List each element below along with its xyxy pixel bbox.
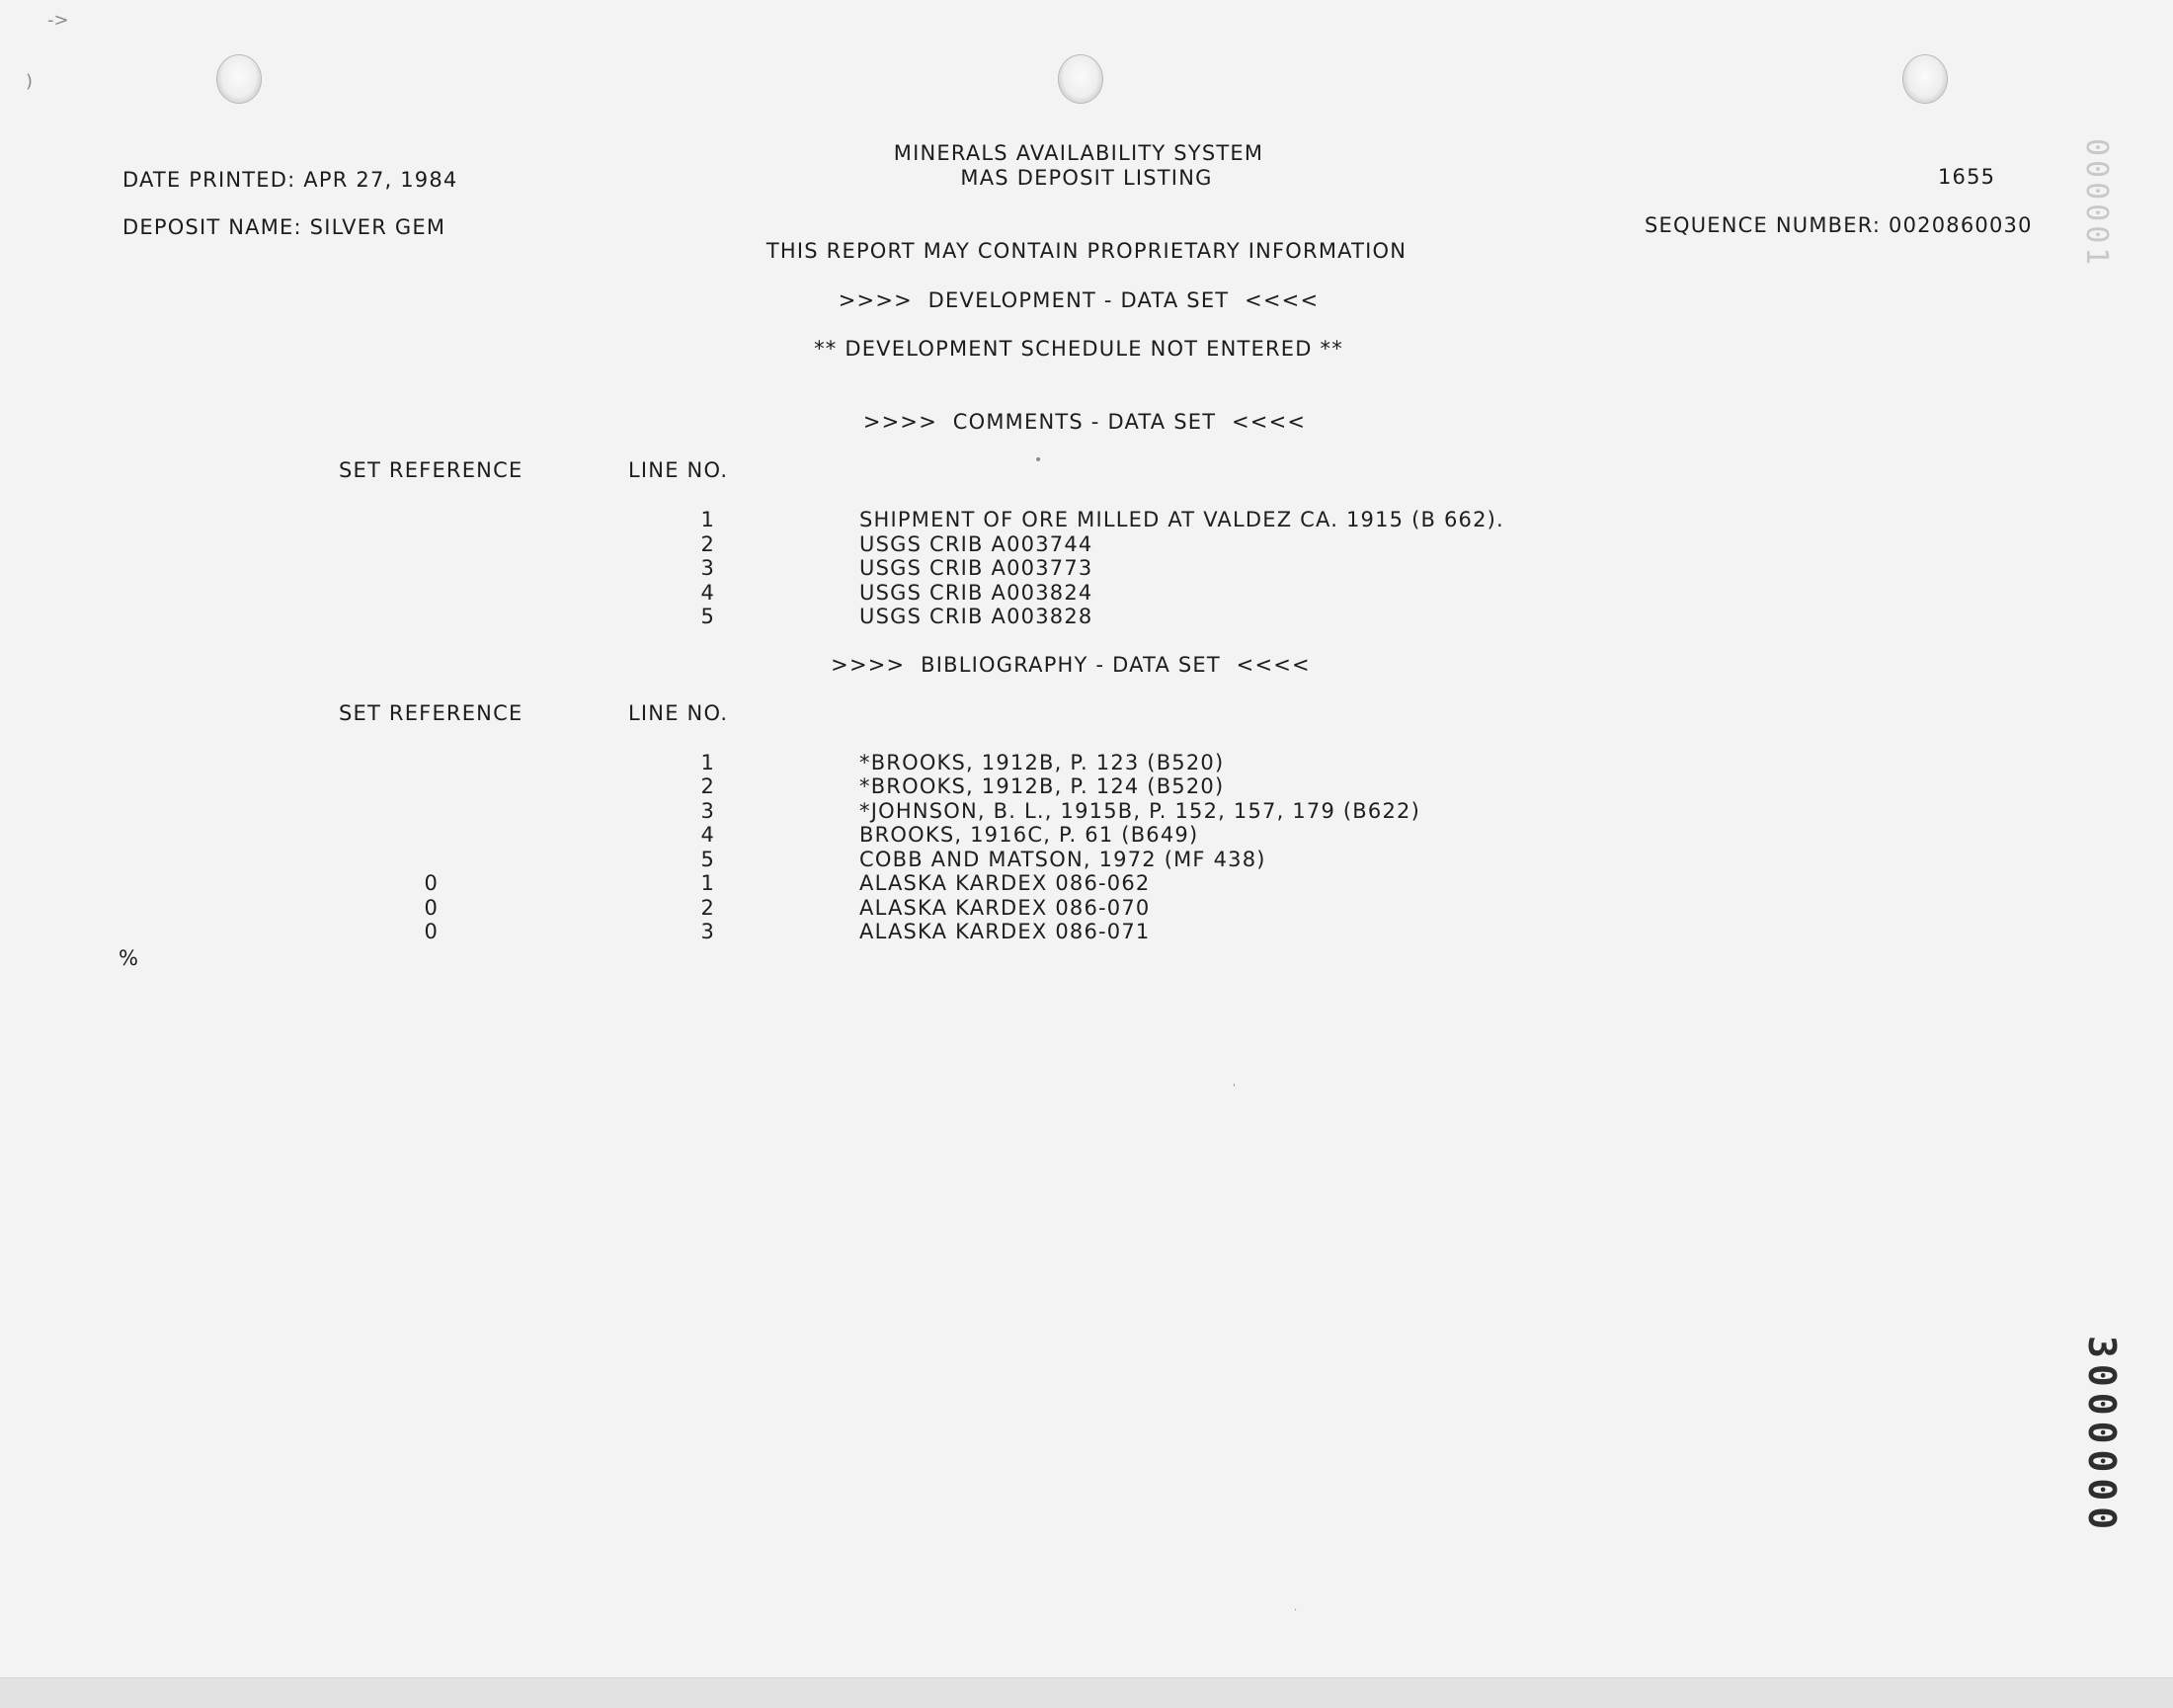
system-title: MINERALS AVAILABILITY SYSTEM: [893, 141, 1264, 165]
bibliography-col-line-no: LINE NO.: [628, 701, 729, 725]
bibliography-heading: >>>> BIBLIOGRAPHY - DATA SET <<<<: [831, 653, 1311, 677]
comments-heading: >>>> COMMENTS - DATA SET <<<<: [862, 410, 1307, 434]
punch-hole-left: [217, 55, 261, 103]
pen-mark: ->: [47, 10, 69, 31]
bib-line-no: 1: [700, 871, 715, 895]
bib-line-no: 4: [700, 823, 715, 847]
bib-line-no: 1: [700, 751, 715, 774]
comment-text: USGS CRIB A003773: [859, 556, 1093, 580]
bib-set-ref: 0: [424, 871, 439, 895]
side-stamp-bottom: 3000000: [2080, 1336, 2124, 1536]
comment-line-no: 1: [700, 508, 715, 531]
bib-line-no: 3: [700, 799, 715, 823]
sequence-number: SEQUENCE NUMBER: 0020860030: [1645, 213, 2033, 237]
bib-text: ALASKA KARDEX 086-070: [859, 896, 1151, 920]
scan-bottom-edge: [0, 1677, 2173, 1708]
comment-text: SHIPMENT OF ORE MILLED AT VALDEZ CA. 1915 (B 662).: [859, 508, 1504, 531]
bib-text: COBB AND MATSON, 1972 (MF 438): [859, 848, 1266, 871]
bib-text: *BROOKS, 1912B, P. 123 (B520): [859, 751, 1225, 774]
bib-text: ALASKA KARDEX 086-062: [859, 871, 1151, 895]
development-heading: >>>> DEVELOPMENT - DATA SET <<<<: [838, 288, 1320, 312]
page-number: 1655: [1938, 165, 1996, 189]
bib-line-no: 2: [700, 896, 715, 920]
proprietary-notice: THIS REPORT MAY CONTAIN PROPRIETARY INFORMATION: [765, 239, 1408, 263]
comment-line-no: 4: [700, 581, 715, 605]
comment-text: USGS CRIB A003824: [859, 581, 1093, 605]
comment-line-no: 3: [700, 556, 715, 580]
edge-mark: ): [26, 71, 34, 92]
listing-title: MAS DEPOSIT LISTING: [960, 166, 1213, 190]
bib-set-ref: 0: [424, 896, 439, 920]
punch-hole-right: [1903, 55, 1947, 103]
comments-col-set-reference: SET REFERENCE: [339, 458, 523, 482]
asterisk-mark: •: [1034, 452, 1043, 468]
speck: ': [1233, 1083, 1236, 1094]
comment-text: USGS CRIB A003828: [859, 605, 1093, 628]
bib-set-ref: 0: [424, 920, 439, 943]
footer-percent-mark: %: [119, 946, 140, 970]
bib-text: *BROOKS, 1912B, P. 124 (B520): [859, 774, 1225, 798]
bib-line-no: 5: [700, 848, 715, 871]
bib-line-no: 3: [700, 920, 715, 943]
comments-col-line-no: LINE NO.: [628, 458, 729, 482]
development-note: ** DEVELOPMENT SCHEDULE NOT ENTERED **: [814, 337, 1343, 361]
bib-line-no: 2: [700, 774, 715, 798]
side-stamp-top: 000001: [2079, 138, 2114, 270]
date-printed: DATE PRINTED: APR 27, 1984: [122, 168, 458, 192]
bibliography-col-set-reference: SET REFERENCE: [339, 701, 523, 725]
comment-line-no: 5: [700, 605, 715, 628]
punch-hole-center: [1059, 55, 1102, 103]
comment-text: USGS CRIB A003744: [859, 532, 1093, 556]
deposit-name: DEPOSIT NAME: SILVER GEM: [122, 215, 446, 239]
bib-text: BROOKS, 1916C, P. 61 (B649): [859, 823, 1199, 847]
comment-line-no: 2: [700, 532, 715, 556]
bib-text: ALASKA KARDEX 086-071: [859, 920, 1151, 943]
speck: .: [1294, 1602, 1298, 1613]
bib-text: *JOHNSON, B. L., 1915B, P. 152, 157, 179 (B622): [859, 799, 1420, 823]
